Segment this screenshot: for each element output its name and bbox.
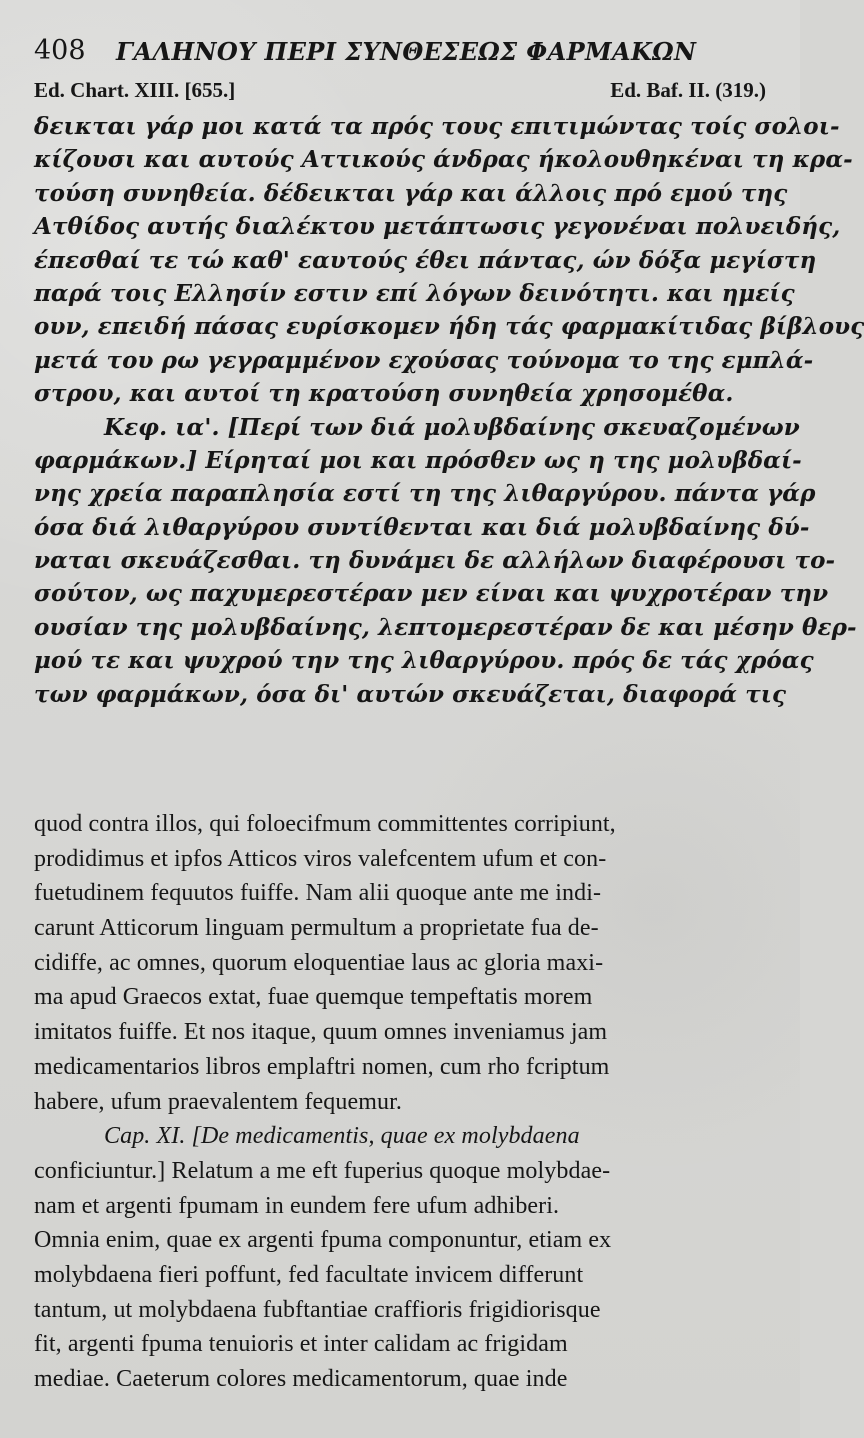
greek-line: μετά του ρω γεγραμμένον εχούσας τούνομα το της εμπλά- — [34, 346, 814, 374]
running-title: ΓΑΛΗΝΟΥ ΠΕΡΙ ΣΥΝΘΕΣΕΩΣ ΦΑΡΜΑΚΩΝ — [116, 37, 697, 66]
latin-line: habere, ufum praevalentem fequemur. — [34, 1088, 402, 1115]
left-edition-reference: Ed. Chart. XIII. [655.] — [34, 78, 236, 102]
latin-line: imitatos fuiffe. Et nos itaque, quum omnes inveniamus jam — [34, 1019, 608, 1046]
greek-line: τούση συνηθεία. δέδεικται γάρ και άλλοις πρό εμού της — [34, 179, 788, 207]
latin-line: prodidimus et ipfos Atticos viros valefcentem ufum et con- — [34, 845, 607, 872]
greek-line: δεικται γάρ μοι κατά τα πρός τους επιτιμώντας τοίς σολοι- — [34, 113, 840, 140]
latin-line: molybdaena fieri poffunt, fed facultate invicem differunt — [34, 1261, 584, 1288]
greek-line: έπεσθαί τε τώ καθ' εαυτούς έθει πάντας, ών δόξα μεγίστη — [34, 246, 817, 274]
right-edition-reference: Ed. Baf. II. (319.) — [610, 78, 766, 102]
greek-line: ναται σκευάζεσθαι. τη δυνάμει δε αλλήλων διαφέρουσι το- — [34, 547, 836, 575]
latin-line: tantum, ut molybdaena fubftantiae craffioris frigidiorisque — [34, 1296, 601, 1323]
page-header — [34, 22, 766, 64]
latin-line: quod contra illos, qui foloecifmum committentes corripiunt, — [34, 811, 616, 837]
greek-line: ουσίαν της μολυβδαίνης, λεπτομερεστέραν δε και μέσην θερ- — [34, 613, 857, 641]
greek-line: παρά τοις Ελλησίν εστιν επί λόγων δεινότητι. και ημείς — [34, 279, 795, 307]
page-number: 408 — [34, 35, 86, 66]
greek-chapter-heading: Κεφ. ια'. [Περί των διά μολυβδαίνης σκευαζομένων — [104, 413, 800, 441]
greek-line: ουν, επειδή πάσας ευρίσκομεν ήδη τάς φαρμακίτιδας βίβλους — [34, 313, 864, 341]
latin-text-block — [34, 807, 768, 1397]
latin-line: conficiuntur.] Relatum a me eft fuperius quoque molybdae- — [34, 1157, 611, 1184]
greek-line: σούτον, ως παχυμερεστέραν μεν είναι και ψυχροτέραν την — [34, 580, 829, 608]
latin-line: medicamentarios libros emplaftri nomen, cum rho fcriptum — [34, 1053, 610, 1080]
greek-text-block — [34, 110, 864, 711]
latin-line: carunt Atticorum linguam permultum a proprietate fua de- — [34, 915, 599, 942]
greek-line: κίζουσι και αυτούς Αττικούς άνδρας ήκολουθηκέναι τη κρα- — [34, 146, 853, 174]
greek-line: όσα διά λιθαργύρου συντίθενται και διά μολυβδαίνης δύ- — [34, 513, 810, 541]
latin-line: mediae. Caeterum colores medicamentorum, quae inde — [34, 1366, 568, 1392]
edition-references — [34, 80, 766, 108]
latin-line: ma apud Graecos extat, fuae quemque tempeftatis morem — [34, 984, 593, 1011]
greek-line: νης χρεία παραπλησία εστί τη της λιθαργύρου. πάντα γάρ — [34, 480, 816, 508]
greek-line: Ατθίδος αυτής διαλέκτου μετάπτωσις γεγονέναι πολυειδής, — [34, 213, 841, 241]
latin-line: fuetudinem fequutos fuiffe. Nam alii quoque ante me indi- — [34, 880, 602, 907]
greek-line: φαρμάκων.] Είρηταί μοι και πρόσθεν ως η της μολυβδαί- — [34, 446, 802, 474]
greek-line: των φαρμάκων, όσα δι' αυτών σκευάζεται, διαφορά τις — [34, 680, 787, 708]
greek-line: μού τε και ψυχρού την της λιθαργύρου. πρός δε τάς χρόας — [34, 647, 814, 675]
greek-line: στρου, και αυτοί τη κρατούση συνηθεία χρησομέθα. — [34, 380, 734, 408]
latin-line: nam et argenti fpumam in eundem fere ufum adhiberi. — [34, 1192, 560, 1219]
latin-line: cidiffe, ac omnes, quorum eloquentiae laus ac gloria maxi- — [34, 949, 604, 976]
latin-line: fit, argenti fpuma tenuioris et inter calidam ac frigidam — [34, 1331, 568, 1358]
latin-line: Omnia enim, quae ex argenti fpuma componuntur, etiam ex — [34, 1227, 612, 1254]
latin-chapter-heading: Cap. XI. [De medicamentis, quae ex molybdaena — [104, 1123, 580, 1150]
